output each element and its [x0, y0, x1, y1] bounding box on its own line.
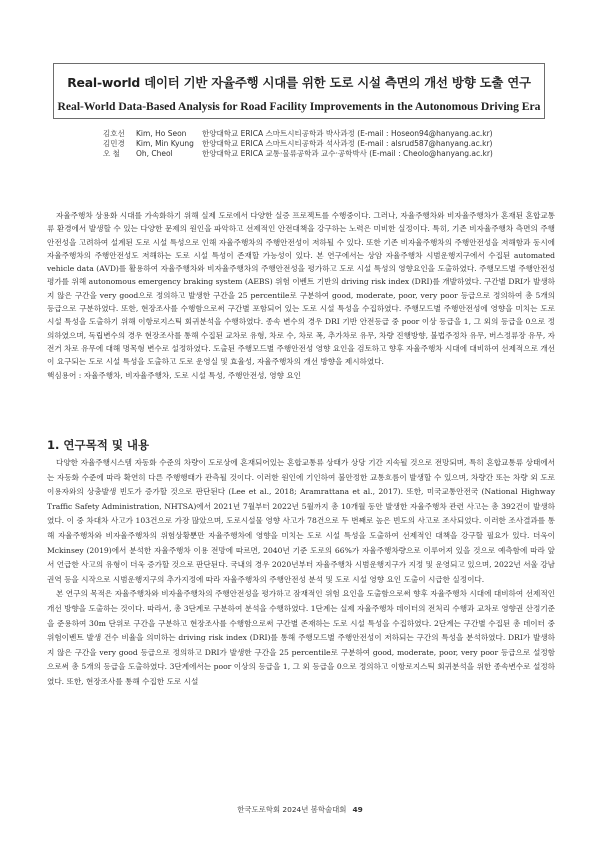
page-footer [0, 804, 600, 815]
author-name-english: Kim, Ho Seon [136, 129, 187, 138]
author-row [103, 139, 563, 149]
abstract [47, 209, 555, 382]
body-paragraph: 다양한 자율주행시스템 자동화 수준의 차량이 도로상에 혼재되어있는 혼합교통류 상태가 상당 기간 지속될 것으로 전망되며, 특히 혼합교통류 상태에서는 자동화 수준에 따라 확연히 다른 주행행태가 관측될 것이다. 이러한 원인에 기인하여 불안정한 교통흐름이 발생할 수 있으며, 차량간 또는 차량 외 도로 이용자와의 상충발생 빈도가 증가할 것으로 판단된다 (Lee et al., 2018; Aramrattana et al., 2017). 또한, 미국교통안전국 (National Highway Traffic Safety Administration, NHTSA)에서 2021년 7월부터 2022년 5월까지 총 10개월 동안 발생한 자율주행차 관련 사고는 총 392건이 발생하였다. 이 중 차대차 사고가 103건으로 가장 많았으며, 도로시설물 영향 사고가 78건으로 두 번째로 높은 빈도의 사고로 조사되었다. 이러한 조사결과를 통해 자율주행차와 비자율주행차의 위험상황뿐만 자율주행차에 영향을 미치는 도로 시설 특성을 도출하여 선제적인 대책을 강구할 필요가 있다. 더욱이 Mckinsey (2019)에서 분석한 자율주행차 이용 전망에 따르면, 2040년 기준 도로의 66%가 자율주행차량으로 이루어져 있을 것으로 예측함에 따라 앞서 언급한 사고의 유형이 더욱 증가할 것으로 판단된다. 국내의 경우 2020년부터 자율주행차 시범운행지구가 지정 및 운영되고 있으며, 2022년 서울 강남권역 등을 시작으로 시범운행지구의 추가지정에 따라 자율주행차의 주행안전성 분석 및 도로 시설 영향 요인 도출이 시급한 실정이다. [47, 458, 555, 584]
author-affiliation: 한양대학교 ERICA 교통·물류공학과 교수·공학박사 (E-mail : Cheolo@hanyang.ac.kr) [202, 149, 493, 158]
author-row [103, 129, 563, 139]
author-name-korean: 김민경 [103, 139, 125, 148]
page-number: 49 [352, 805, 363, 814]
author-row [103, 149, 563, 159]
author-name-korean: 김호선 [103, 129, 125, 138]
author-name-english: Kim, Min Kyung [136, 139, 194, 148]
author-list [103, 129, 563, 159]
author-name-english: Oh, Cheol [136, 149, 173, 158]
author-name-korean: 오 철 [103, 149, 120, 158]
journal-name: 한국도로학회 2024년 봄학술대회 [237, 805, 347, 814]
author-affiliation: 한양대학교 ERICA 스마트시티공학과 박사과정 (E-mail : Hoseon94@hanyang.ac.kr) [202, 129, 493, 138]
keywords: 핵심용어 : 자율주행차, 비자율주행차, 도로 시설 특성, 주행안전성, 영향 요인 [47, 370, 302, 380]
paper-title-english: Real-World Data-Based Analysis for Road Facility Improvements in the Autonomous Driving Era [57, 100, 541, 113]
author-affiliation: 한양대학교 ERICA 스마트시티공학과 석사과정 (E-mail : alsrud587@hanyang.ac.kr) [202, 139, 493, 148]
section-body [47, 456, 555, 690]
abstract-text: 자율주행차 상용화 시대를 가속화하기 위해 실제 도로에서 다양한 실증 프로젝트를 수행중이다. 그러나, 자율주행차와 비자율주행차가 혼재된 혼합교통류 환경에서 발생할 수 있는 다양한 문제의 원인을 파악하고 선제적인 안전대책을 강구하는 노력은 미비한 실정이다. 특히, 기존 비자율주행차 측면의 주행안전성을 고려하여 설계된 도로 시설 특성으로 인해 자율주행차의 주행안전성이 저하될 수 있다. 또한 기존 비자율주행차의 주행안전성을 저해함과 동시에 자율주행차의 주행안전성도 저해하는 도로 시설 특성이 존재할 가능성이 있다. 본 연구에서는 상암 자율주행차 시범운행지구에서 수집된 automated vehicle data (AVD)를 활용하여 자율주행차와 비자율주행차의 주행안전성을 평가하고 도로 시설 특성의 영향요인을 도출하였다. 주행모드별 주행안전성 평가를 위해 autonomous emergency braking system (AEBS) 위험 이벤트 기반의 driving risk index (DRI)를 개발하였다. 구간별 DRI가 발생하지 않은 구간을 very good으로 정의하고 발생한 구간을 25 percentile로 구분하여 good, moderate, poor, very poor 등급으로 정의하여 총 5개의 등급으로 구분하였다. 또한, 현장조사를 수행함으로써 구간별 포함되어 있는 도로 시설 특성을 수집하였다. 주행모드별 주행안전성에 영향을 미치는 도로 시설 특성을 도출하기 위해 이항로지스틱 회귀분석을 수행하였다. 종속 변수의 경우 DRI 기반 안전등급 중 poor 이상 등급을 1, 그 외의 등급을 0으로 정의하였으며, 독립변수의 경우 현장조사를 통해 수집된 교차로 유형, 차로 수, 차로 폭, 추가차로 유무, 차량 진행방향, 불법주정차 유무, 버스정류장 유무, 자전거 차로 유무에 대해 명목형 변수로 설정하였다. 도출된 주행모드별 주행안전성 영향 요인을 검토하고 향후 자율주행차 시대에 대비하여 선제적으로 개선이 요구되는 도로 시설 특성을 도출하고 도로 운영실 및 효율성, 자율주행차의 개선 방향을 제시하였다. [47, 211, 555, 367]
title-box [53, 63, 545, 119]
body-paragraph: 본 연구의 목적은 자율주행차와 비자율주행차의 주행안전성을 평가하고 잠재적인 위험 요인을 도출함으로써 향후 자율주행차 시대에 대비하여 선제적인 개선 방향을 도출하는 것이다. 따라서, 총 3단계로 구분하여 분석을 수행하였다. 1단계는 실제 자율주행차 데이터의 전처리 수행과 교차로 영향권 산정기준을 준용하여 30m 단위로 구간을 구분하고 현장조사를 수행함으로써 구간별 존재하는 도로 시설 특성을 수집하였다. 2단계는 구간별 수집된 총 데이터 중 위험이벤트 발생 건수 비율을 의미하는 driving risk index (DRI)를 통해 주행모드별 주행안전성이 저하되는 구간의 특성을 분석하였다. DRI가 발생하지 않은 구간을 very good 등급으로 정의하고 DRI가 발생한 구간을 25 percentile로 구분하여 good, moderate, poor, very poor 등급으로 설정함으로써 총 5개의 등급을 도출하였다. 3단계에서는 poor 이상의 등급을 1, 그 외 등급을 0으로 정의하고 이항로지스틱 회귀분석을 위한 종속변수로 설정하였다. 또한, 현장조사를 통해 수집한 도로 시설 [47, 589, 555, 686]
paper-title-korean: Real-world 데이터 기반 자율주행 시대를 위한 도로 시설 측면의 개선 방향 도출 연구 [67, 75, 531, 90]
section-heading: 1. 연구목적 및 내용 [47, 438, 150, 452]
